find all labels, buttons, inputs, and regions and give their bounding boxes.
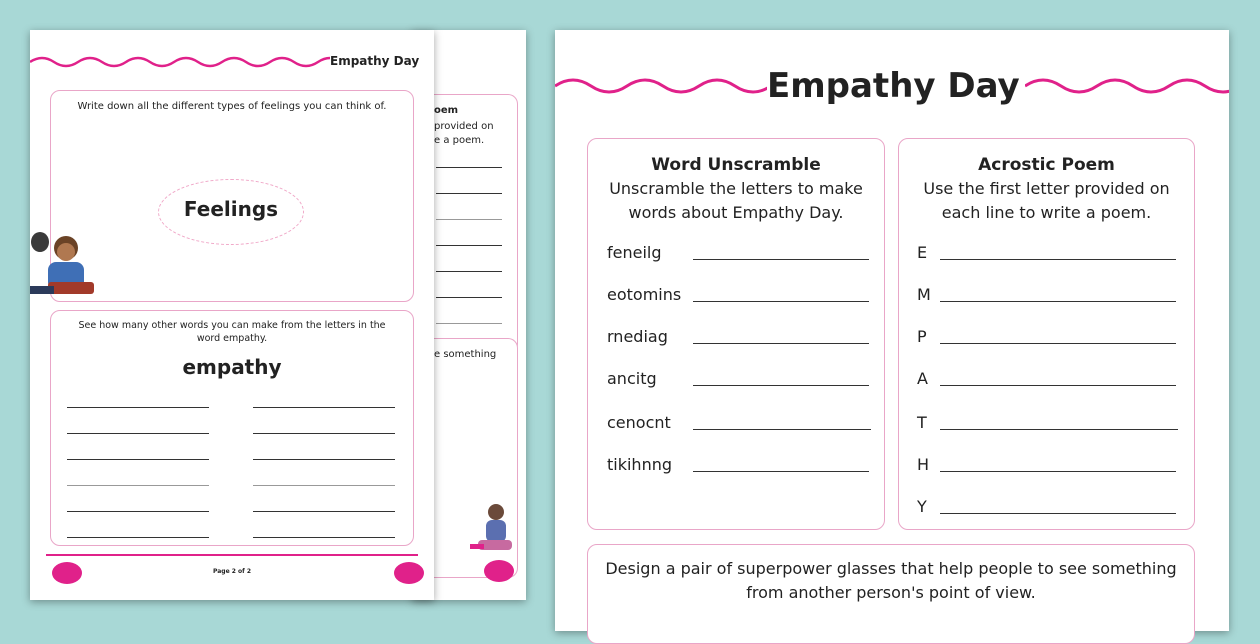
unscramble-instruction-line1: Unscramble the letters to make (609, 179, 863, 198)
unscramble-instruction-line2: words about Empathy Day. (628, 203, 844, 222)
answer-line (693, 471, 869, 472)
word-unscramble-box (587, 138, 885, 530)
design-task-line2: from another person's point of view. (746, 583, 1036, 602)
word-write-line (253, 511, 395, 512)
header-wave-right (1025, 74, 1229, 96)
acrostic-instruction-line1: Use the first letter provided on (923, 179, 1170, 198)
words-instruction-line2: word empathy. (196, 333, 268, 344)
back-acrostic-box (430, 94, 518, 354)
acrostic-poem-box (898, 138, 1195, 530)
footer-page-number: Page 2 of 2 (213, 568, 251, 575)
header-wave-decoration (30, 54, 330, 70)
word-write-line (253, 433, 395, 434)
back-write-line (436, 167, 502, 168)
acrostic-letter: P (917, 327, 927, 346)
answer-line (693, 301, 869, 302)
feelings-instruction: Write down all the different types of feelings you can think of. (77, 101, 387, 112)
page-title: Empathy Day (330, 54, 420, 68)
word-write-line (67, 433, 209, 434)
design-glasses-box (587, 544, 1195, 644)
word-write-line (67, 511, 209, 512)
word-write-line (67, 459, 209, 460)
acrostic-letter: E (917, 243, 928, 262)
word-write-line (253, 485, 395, 486)
poem-line (940, 513, 1176, 514)
poem-line (940, 343, 1176, 344)
main-page-title: Empathy Day (767, 66, 1020, 106)
poem-line (940, 259, 1176, 260)
acrostic-letter: T (917, 413, 927, 432)
unscramble-heading: Word Unscramble (651, 155, 821, 175)
back-write-line (436, 297, 502, 298)
design-task-line1: Design a pair of superpower glasses that help people to see something (605, 559, 1177, 578)
footer-divider (46, 554, 418, 556)
scrambled-word: rnediag (607, 327, 668, 346)
back-write-line (436, 323, 502, 324)
acrostic-instruction-line2: each line to write a poem. (941, 203, 1152, 222)
scrambled-word: tikihnng (607, 455, 673, 474)
feelings-box (50, 90, 414, 302)
feelings-worksheet-page (30, 30, 434, 600)
answer-line (693, 429, 871, 430)
answer-line (693, 259, 869, 260)
acrostic-letter: H (917, 455, 930, 474)
back-partial-text-3: e a poem. (434, 135, 485, 146)
back-partial-text-4: e something (434, 349, 497, 360)
back-footer-logo (484, 560, 514, 582)
back-write-line (436, 271, 502, 272)
main-worksheet-page (555, 30, 1229, 631)
boy-reading-illustration (30, 226, 96, 300)
word-write-line (253, 407, 395, 408)
scrambled-word: ancitg (607, 369, 657, 388)
word-write-line (67, 407, 209, 408)
poem-line (940, 429, 1178, 430)
back-partial-text-1: oem (434, 105, 459, 116)
word-write-line (67, 485, 209, 486)
header-wave-left (555, 74, 767, 96)
back-write-line (436, 193, 502, 194)
poem-line (940, 301, 1176, 302)
answer-line (693, 343, 869, 344)
word-write-line (253, 459, 395, 460)
scrambled-word: feneilg (607, 243, 662, 262)
feelings-oval-label: Feelings (183, 197, 279, 221)
word-write-line (253, 537, 395, 538)
acrostic-letter: Y (917, 497, 927, 516)
back-partial-text-2: provided on (434, 121, 494, 132)
empathy-words-box (50, 310, 414, 546)
footer-logo-right (394, 562, 424, 584)
child-sitting-illustration (470, 500, 514, 558)
empathy-word-heading: empathy (182, 355, 282, 379)
answer-line (693, 385, 869, 386)
word-write-line (67, 537, 209, 538)
scrambled-word: eotomins (607, 285, 682, 304)
back-write-line (436, 219, 502, 220)
acrostic-letter: M (917, 285, 931, 304)
acrostic-letter: A (917, 369, 928, 388)
acrostic-heading: Acrostic Poem (978, 155, 1115, 175)
poem-line (940, 471, 1176, 472)
words-instruction-line1: See how many other words you can make from the letters in the (78, 320, 386, 331)
back-write-line (436, 245, 502, 246)
poem-line (940, 385, 1176, 386)
scrambled-word: cenocnt (607, 413, 671, 432)
